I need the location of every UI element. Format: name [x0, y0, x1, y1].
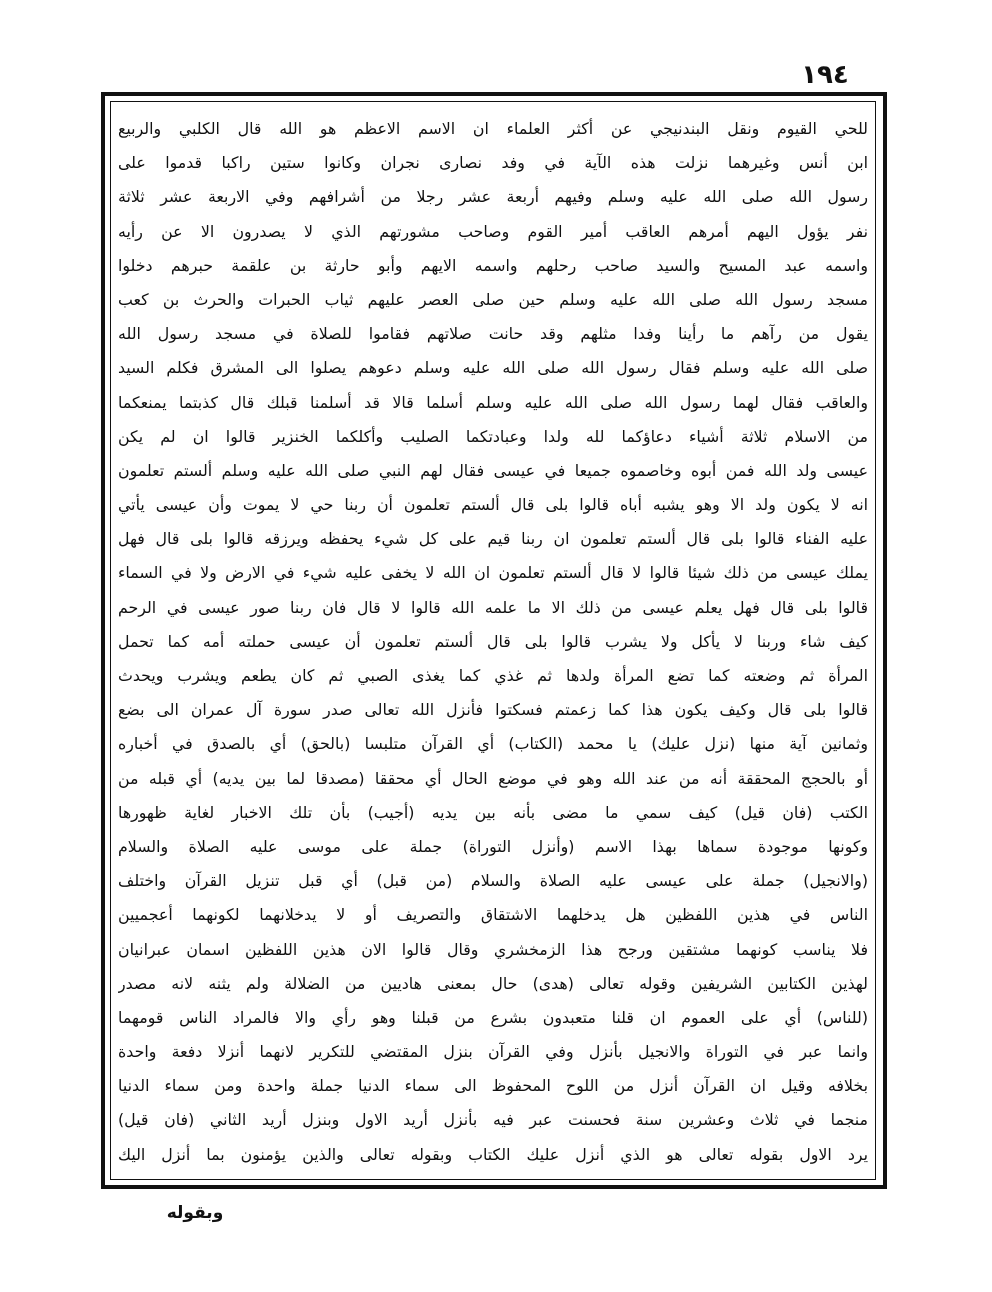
text-line: يرد الاول بقوله تعالى هو الذي أنزل عليك الكتاب وبقوله تعالى والذين يؤمنون بما أنزل اليك [118, 1144, 868, 1164]
text-line: للحي القيوم ونقل البندنيجي عن أكثر العلماء ان الاسم الاعظم هو الله قال الكلبي والربيع [118, 119, 868, 138]
text-line: عليه الفناء قالوا بلى قال ألستم تعلمون ان ربنا قيم على كل شيء يحفظه ويرزقه قالوا بلى قال فهل [118, 529, 868, 549]
text-line: بخلافه وقيل ان القرآن أنزل من اللوح المحفوظ الى سماء الدنيا جملة واحدة ومن سماء الدنيا [118, 1076, 868, 1096]
text-line: (للناس) أي على العموم ان قلنا متعبدون بشرع من قبلنا وهو رأي والا فالمراد الناس قومهما [118, 1007, 868, 1027]
text-line: قالوا بلى قال فهل يعلم عيسى من ذلك الا ما علمه الله قالوا لا قال فان ربنا صور عيسى في الرحم [118, 597, 868, 617]
text-line: منجما في ثلاث وعشرين سنة فحسنت عبر فيه بأنزل أريد الاول وبنزل أريد الثاني (فان قيل) [118, 1110, 868, 1130]
text-line: فلا يناسب كونهما مشتقين ورجح هذا الزمخشري وقال قالوا الان هذين اللفظين اسمان عبرانيان [118, 939, 868, 959]
text-line: (والانجيل) جملة على عيسى عليه الصلاة والسلام (من قبل) أي قبل تنزيل القرآن واختلف [118, 871, 868, 891]
text-line: ابن أنس وغيرهما نزلت هذه الآية في وفد نصارى نجران وكانوا ستين راكبا قدموا على [118, 153, 868, 173]
text-line: واسمه عبد المسيح والسيد صاحب رحلهم واسمه الايهم وأبو حارثة بن علقمة حبرهم دخلوا [118, 255, 868, 275]
text-line: الكتب (فان قيل) كيف سمي ما مضى بأنه بين يديه (أجيب) بأن تلك الاخبار لغاية ظهورها [118, 802, 868, 822]
text-line: أو بالحجج المحققة أنه من عند الله وهو في موضع الحال أي محققا (مصدقا لما بين يديه) أي قبله من [118, 768, 868, 788]
text-line: وثمانين آية منها (نزل عليك) يا محمد (الكتاب) أي القرآن متلبسا (بالحق) أي بالصدق في أخباره [118, 734, 868, 754]
text-line: صلى الله عليه وسلم فقال رسول الله صلى الله عليه وسلم دعوهم يصلوا الى المشرق فكلم السيد [118, 358, 868, 378]
main-text-block [118, 112, 868, 1174]
text-line: يملك عيسى من ذلك شيئا قالوا لا قال ألستم تعلمون ان الله لا يخفى عليه شيء في الارض ولا في السماء [118, 563, 868, 583]
text-line: قالوا بلى قال وكيف يكون هذا كما زعمتم فسكتوا فأنزل الله تعالى صدر سورة آل عمران الى بضع [118, 700, 868, 720]
page-number: ١٩٤ [801, 60, 849, 90]
text-line: الناس في هذين اللفظين هل يدخلهما الاشتقاق والتصريف أو لا يدخلانهما لكونهما أعجميين [118, 905, 868, 925]
text-line: كيف شاء وربنا لا يأكل ولا يشرب قالوا بلى قال ألستم تعلمون أن عيسى حملته أمه كما تحمل [118, 631, 868, 651]
text-line: انه لا يكون ولد الا وهو يشبه أباه قالوا بلى قال ألستم تعلمون أن ربنا حي لا يموت وأن عيسى يأتي [118, 495, 868, 515]
text-line: من الاسلام ثلاثة أشياء دعاؤكما لله ولدا وعبادتكما الصليب وأكلكما الخنزير قالوا ان لم يكن [118, 426, 868, 446]
text-line: نفر يؤول اليهم أمرهم العاقب أمير القوم وصاحب مشورتهم الذي لا يصدرون الا عن رأيه [118, 221, 868, 241]
text-line: وكونها موجودة سماها بهذا الاسم (وأنزل التوراة) جملة على موسى عليه الصلاة والسلام [118, 836, 868, 856]
text-line: عيسى ولد الله فمن أبوه وخاصموه جميعا في عيسى فقال لهم النبي صلى الله عليه وسلم ألستم تعلمون [118, 460, 868, 480]
text-line: المرأة ثم وضعته كما تضع المرأة ولدها ثم غذي كما يغذى الصبي ثم كان يطعم ويشرب ويحدث [118, 666, 868, 685]
text-line: لهذين الكتابين الشريفين وقوله تعالى (هدى) حال بمعنى هاديين من الضلالة ولم يثنه لانه مصدر [118, 973, 868, 993]
catchword: وبقوله [166, 1203, 224, 1223]
text-line: رسول الله صلى الله عليه وسلم وفيهم أربعة عشر رجلا من أشرافهم وفي الاربعة عشر ثلاثة [118, 187, 868, 207]
text-line: وانما عبر في التوراة والانجيل بأنزل وفي القرآن بنزل المقتضي للتكرير لانهما أنزلا دفعة واحدة [118, 1042, 868, 1062]
text-line: والعاقب فقال لهما رسول الله صلى الله عليه وسلم أسلما قالا قد أسلمنا قبلك قال كذبتما يمنعكما [118, 392, 868, 412]
text-line: مسجد رسول الله صلى الله عليه وسلم حين صلى العصر عليهم ثياب الحبرات والحرث بن كعب [118, 289, 868, 309]
text-line: يقول من رآهم ما رأينا وفدا مثلهم وقد حانت صلاتهم فقاموا للصلاة في مسجد رسول الله [118, 324, 868, 344]
